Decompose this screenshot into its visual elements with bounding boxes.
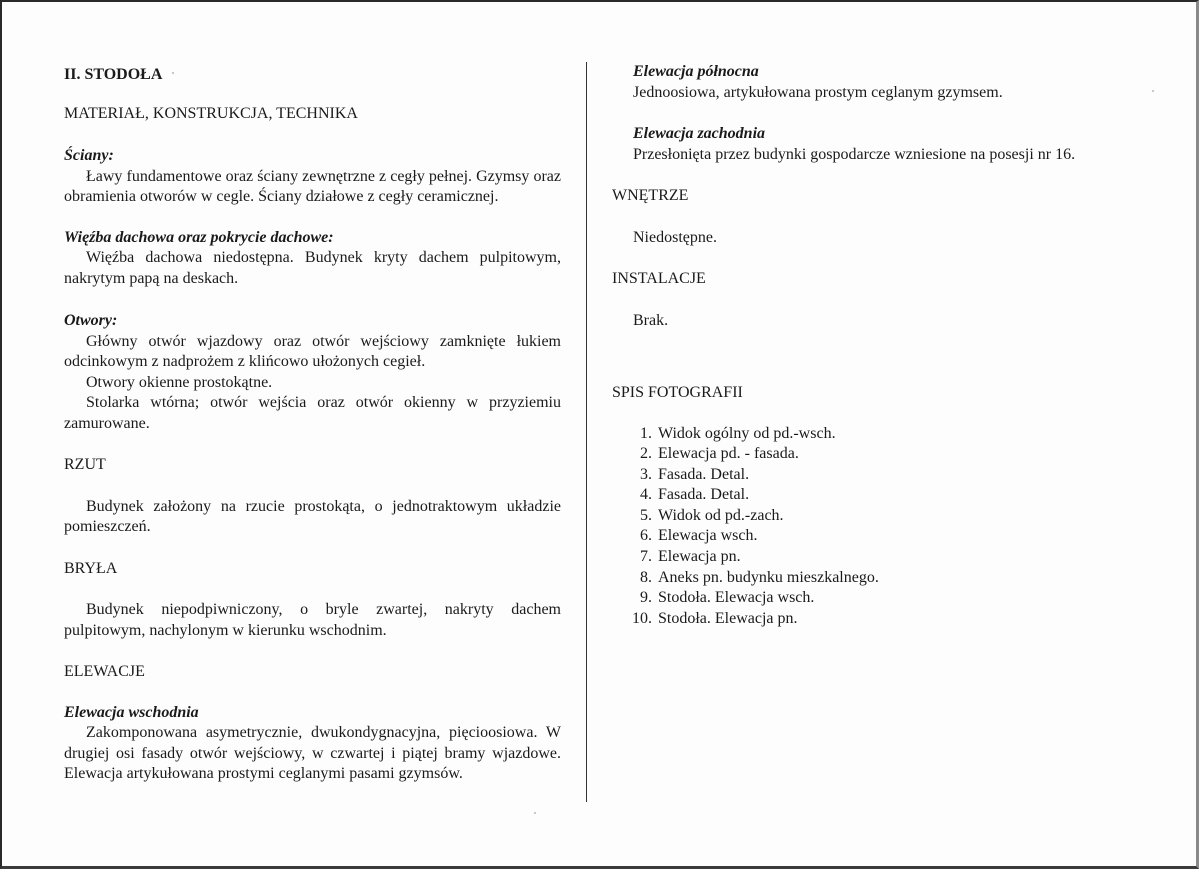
section-title: II. STODOŁA	[64, 66, 163, 83]
roof-label: Więźba dachowa oraz pokrycie dachowe:	[64, 228, 334, 246]
photo-number: 9.	[640, 589, 652, 607]
photo-list-item	[612, 609, 1152, 630]
photo-number: 3.	[640, 465, 652, 483]
photo-caption: Stodoła. Elewacja pn.	[658, 609, 798, 627]
photo-list-item	[612, 424, 1152, 445]
left-column	[64, 65, 561, 785]
photo-list-item	[612, 465, 1152, 486]
photo-number: 5.	[640, 506, 652, 524]
photo-list-item	[612, 588, 1152, 609]
roof-text: Więźba dachowa niedostępna. Budynek kryty dachem pulpitowym, nakrytym papą na deskach.	[64, 249, 561, 287]
mass-text: Budynek niepodpiwniczony, o bryle zwartej, nakryty dachem pulpitowym, nachylonym w kierunku wschodnim.	[64, 601, 561, 639]
photo-number: 10.	[632, 609, 652, 627]
photo-number: 2.	[640, 445, 652, 463]
photo-list-item	[612, 568, 1152, 589]
north-elevation-text: Jednoosiowa, artykułowana prostym ceglanym gzymsem.	[633, 83, 1003, 101]
photo-list-item	[612, 547, 1152, 568]
openings-label: Otwory:	[64, 312, 118, 329]
elevations-heading: ELEWACJE	[64, 663, 145, 680]
photo-caption: Fasada. Detal.	[658, 486, 750, 504]
photo-number: 7.	[640, 548, 652, 566]
photo-number: 4.	[640, 486, 652, 504]
material-heading: MATERIAŁ, KONSTRUKCJA, TECHNIKA	[64, 104, 358, 122]
walls-text: Ławy fundamentowe oraz ściany zewnętrzne z cegły pełnej. Gzymsy oraz obramienia otworów w cegle. Ściany działowe z cegły ceramicznej.	[64, 167, 561, 205]
photo-caption: Elewacja pd. - fasada.	[658, 445, 799, 463]
interior-heading: WNĘTRZE	[612, 187, 689, 204]
right-column	[612, 62, 1152, 629]
east-elevation-label: Elewacja wschodnia	[64, 703, 199, 721]
plan-heading: RZUT	[64, 456, 106, 473]
photo-number: 6.	[640, 527, 652, 545]
installations-heading: INSTALACJE	[612, 270, 706, 287]
west-elevation-label: Elewacja zachodnia	[633, 125, 766, 142]
east-elevation-text: Zakomponowana asymetrycznie, dwukondygnacyjna, pięcioosiowa. W drugiej osi fasady otwór wejściowy, w czwartej i piątej bramy wjazdowe. Elewacja artykułowana prostymi ceglanymi pasami gzymsów.	[64, 724, 561, 782]
photo-number: 1.	[640, 424, 652, 442]
photo-caption: Stodoła. Elewacja wsch.	[658, 589, 815, 607]
installations-text: Brak.	[633, 311, 669, 329]
west-elevation-text: Przesłonięta przez budynki gospodarcze wzniesione na posesji nr 16.	[633, 145, 1076, 163]
photo-list-item	[612, 526, 1152, 547]
photos-heading: SPIS FOTOGRAFII	[612, 384, 743, 401]
photo-caption: Widok ogólny od pd.-wsch.	[658, 424, 836, 442]
walls-label: Ściany:	[64, 147, 114, 164]
openings-text-3: Stolarka wtórna; otwór wejścia oraz otwór okienny w przyziemiu zamurowane.	[64, 394, 561, 432]
scan-speck	[534, 812, 536, 814]
photo-caption: Widok od pd.-zach.	[658, 506, 784, 524]
column-divider	[586, 62, 587, 802]
photo-number: 8.	[640, 568, 652, 586]
interior-text: Niedostępne.	[633, 228, 717, 246]
photo-caption: Elewacja pn.	[658, 548, 741, 566]
openings-text-1: Główny otwór wjazdowy oraz otwór wejściowy zamknięte łukiem odcinkowym z nadprożem z klińcowo ułożonych cegieł.	[64, 332, 561, 370]
photo-caption: Elewacja wsch.	[658, 527, 758, 545]
photo-list-item	[612, 444, 1152, 465]
photo-list-item	[612, 485, 1152, 506]
plan-text: Budynek założony na rzucie prostokąta, o jednotraktowym układzie pomieszczeń.	[64, 497, 561, 535]
scan-speck	[1152, 90, 1154, 92]
photo-list-item	[612, 506, 1152, 527]
mass-heading: BRYŁA	[64, 559, 118, 577]
north-elevation-label: Elewacja północna	[633, 63, 759, 80]
openings-text-2: Otwory okienne prostokątne.	[86, 373, 273, 391]
photo-caption: Aneks pn. budynku mieszkalnego.	[658, 568, 879, 586]
photo-caption: Fasada. Detal.	[658, 465, 750, 483]
photo-list	[612, 424, 1152, 630]
